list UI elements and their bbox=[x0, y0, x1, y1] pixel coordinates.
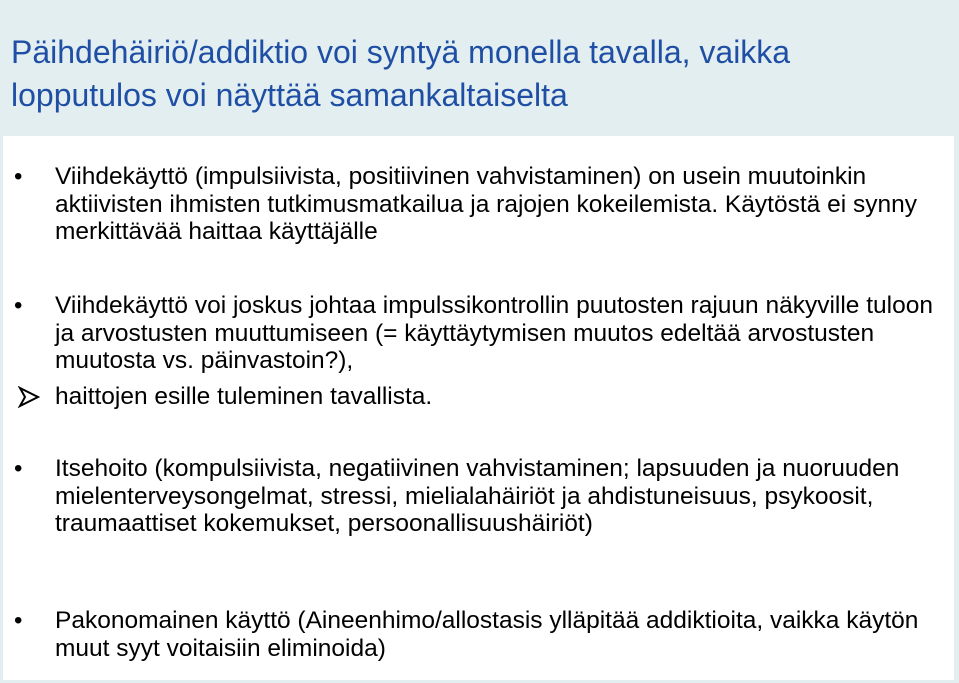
bullet-dot: • bbox=[14, 455, 23, 482]
arrow-bullet-icon bbox=[17, 386, 41, 408]
title-band bbox=[3, 3, 954, 136]
bullet-text: Viihdekäyttö (impulsiivista, positiivinen vahvistaminen) on usein muutoinkin aktiivisten ihmisten tutkimusmatkailua ja rajojen kokeilemista. Käytöstä ei synny merkittävää haittaa käyttäjälle bbox=[55, 163, 917, 245]
bullet-text: Itsehoito (kompulsiivista, negatiivinen vahvistaminen; lapsuuden ja nuoruuden mielenterveysongelmat, stressi, mielialahäiriöt ja ahdistuneisuus, psykoosit, traumaattiset kokemukset, persoonallisuushäiriöt) bbox=[55, 455, 900, 537]
bullet-dot: • bbox=[14, 292, 23, 319]
slide-title: Päihdehäiriö/addiktio voi syntyä monella tavalla, vaikka lopputulos voi näyttää samankaltaiselta bbox=[11, 34, 791, 113]
bullet-dot: • bbox=[14, 163, 23, 190]
bullet-text: Viihdekäyttö voi joskus johtaa impulssikontrollin puutosten rajuun näkyville tuloon ja arvostusten muuttumiseen (= käyttäytymisen muutos edeltää arvostusten muutosta vs. päinvastoin?), bbox=[55, 292, 933, 374]
sub-bullet-text: haittojen esille tuleminen tavallista. bbox=[55, 383, 433, 410]
slide bbox=[3, 3, 954, 680]
bullet-dot: • bbox=[14, 607, 23, 634]
bullet-text: Pakonomainen käyttö (Aineenhimo/allostasis ylläpitää addiktioita, vaikka käytön muut syyt voitaisiin eliminoida) bbox=[55, 607, 919, 662]
